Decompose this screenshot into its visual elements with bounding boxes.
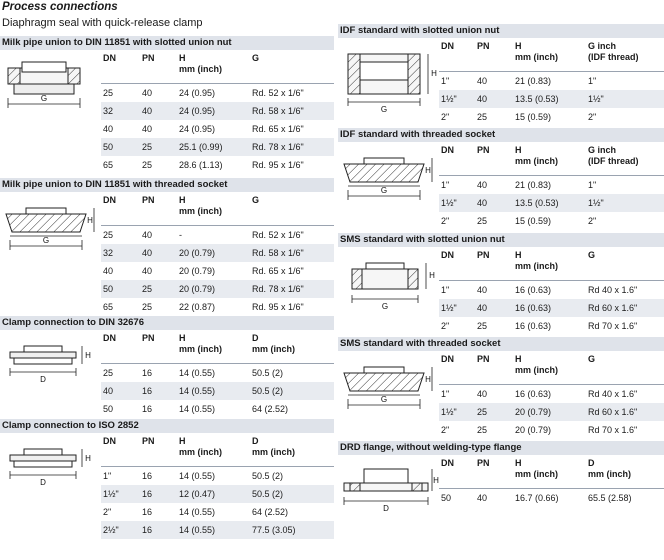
table-cell: 12 (0.47) xyxy=(179,489,216,499)
table-cell: 25 xyxy=(477,112,488,122)
table-cell: Rd. 65 x 1/6" xyxy=(252,124,304,134)
column-header: G xyxy=(252,53,260,63)
table-cell: 16 xyxy=(142,489,153,499)
column-header: PN xyxy=(142,333,155,343)
column-header: PN xyxy=(142,53,155,63)
column-header: H mm (inch) xyxy=(179,195,223,216)
table-row xyxy=(101,102,334,120)
column-header: G xyxy=(588,250,596,260)
table-cell: 14 (0.55) xyxy=(179,507,216,517)
column-header: PN xyxy=(477,41,490,51)
column-header: H mm (inch) xyxy=(179,53,223,74)
diagram-dimension-label: G xyxy=(42,236,50,245)
table-cell: 25 xyxy=(103,230,114,240)
section-title: Milk pipe union to DIN 11851 with threaded socket xyxy=(0,178,334,192)
diagram-dimension-label: D xyxy=(40,375,46,384)
table-row xyxy=(439,281,664,299)
table-header xyxy=(439,38,664,72)
spec-section xyxy=(0,316,334,418)
table-cell: 14 (0.55) xyxy=(179,386,216,396)
table-cell: 25 xyxy=(142,302,153,312)
table-cell: 40 xyxy=(103,124,114,134)
table-cell: 2" xyxy=(441,425,450,435)
table-cell: 2" xyxy=(441,216,450,226)
idf-nut-diagram xyxy=(338,38,438,134)
table-row xyxy=(439,403,664,421)
table-cell: 50 xyxy=(103,404,114,414)
column-header: H mm (inch) xyxy=(515,354,559,375)
table-row xyxy=(101,382,334,400)
table-cell: 2" xyxy=(441,112,450,122)
table-row xyxy=(439,90,664,108)
spec-table xyxy=(101,50,334,174)
section-diagram xyxy=(338,142,438,238)
column-header: PN xyxy=(477,145,490,155)
table-cell: 40 xyxy=(477,303,488,313)
section-title: SMS standard with threaded socket xyxy=(338,337,664,351)
column-header: D mm (inch) xyxy=(588,458,632,479)
section-diagram xyxy=(338,38,438,134)
column-header: G inch (IDF thread) xyxy=(588,145,639,166)
column-header: D mm (inch) xyxy=(252,333,296,354)
spec-table xyxy=(439,351,664,439)
table-cell: 25 xyxy=(142,284,153,294)
table-header xyxy=(101,330,334,364)
table-row xyxy=(101,400,334,418)
table-cell: 1½" xyxy=(441,303,457,313)
diagram-dimension-label: G xyxy=(380,186,388,195)
diagram-dimension-label: G xyxy=(40,94,48,103)
diagram-dimension-label: H xyxy=(85,454,91,463)
section-diagram xyxy=(0,433,100,529)
table-cell: 16 (0.63) xyxy=(515,303,552,313)
column-header: PN xyxy=(477,250,490,260)
diagram-dimension-label: G xyxy=(380,395,388,404)
table-cell: 1½" xyxy=(588,198,604,208)
table-cell: Rd. 78 x 1/6" xyxy=(252,284,304,294)
table-cell: 14 (0.55) xyxy=(179,471,216,481)
spec-section xyxy=(338,233,664,335)
section-title: Clamp connection to ISO 2852 xyxy=(0,419,334,433)
table-row xyxy=(101,84,334,102)
diagram-dimension-label: H xyxy=(433,476,439,485)
table-cell: Rd. 95 x 1/6" xyxy=(252,302,304,312)
diagram-dimension-label: D xyxy=(40,478,46,487)
spec-table xyxy=(439,247,664,335)
table-cell: 1" xyxy=(441,76,450,86)
table-cell: 1½" xyxy=(441,407,457,417)
table-cell: 20 (0.79) xyxy=(179,248,216,258)
column-header: DN xyxy=(441,145,454,155)
table-cell: Rd 70 x 1.6" xyxy=(588,321,638,331)
diagram-dimension-label: H xyxy=(425,166,431,175)
spec-section xyxy=(0,36,334,174)
table-cell: 50 xyxy=(103,284,114,294)
table-cell: Rd 60 x 1.6" xyxy=(588,407,638,417)
table-cell: 40 xyxy=(477,198,488,208)
table-cell: 1½" xyxy=(588,94,604,104)
table-cell: 16 xyxy=(142,471,153,481)
column-header: DN xyxy=(441,354,454,364)
column-header: G xyxy=(588,354,596,364)
table-row xyxy=(101,226,334,244)
table-cell: Rd. 95 x 1/6" xyxy=(252,160,304,170)
spec-table xyxy=(101,433,334,539)
table-cell: 25 xyxy=(103,88,114,98)
column-header: G xyxy=(252,195,260,205)
table-cell: 25 xyxy=(103,368,114,378)
table-row xyxy=(101,156,334,174)
table-cell: 1" xyxy=(103,471,112,481)
section-title: IDF standard with slotted union nut xyxy=(338,24,664,38)
table-cell: 40 xyxy=(142,88,153,98)
diagram-dimension-label: H xyxy=(429,271,435,280)
column-header: DN xyxy=(103,53,116,63)
column-header: PN xyxy=(477,354,490,364)
table-cell: 40 xyxy=(142,124,153,134)
column-header: DN xyxy=(103,195,116,205)
table-cell: 16 xyxy=(142,386,153,396)
table-cell: 2" xyxy=(103,507,112,517)
table-cell: 13.5 (0.53) xyxy=(515,198,559,208)
table-cell: 21 (0.83) xyxy=(515,76,552,86)
table-row xyxy=(101,262,334,280)
section-title: IDF standard with threaded socket xyxy=(338,128,664,142)
diagram-dimension-label: D xyxy=(383,504,389,513)
table-row xyxy=(101,244,334,262)
table-header xyxy=(101,192,334,226)
table-header xyxy=(101,433,334,467)
table-cell: 1" xyxy=(441,285,450,295)
table-cell: 40 xyxy=(477,76,488,86)
table-cell: 50.5 (2) xyxy=(252,386,284,396)
section-diagram xyxy=(0,330,100,426)
table-cell: 25 xyxy=(477,321,488,331)
table-row xyxy=(101,485,334,503)
section-diagram xyxy=(338,455,438,551)
section-diagram xyxy=(338,351,438,447)
table-row xyxy=(439,299,664,317)
diagram-dimension-label: G xyxy=(380,105,388,114)
table-cell: Rd 60 x 1.6" xyxy=(588,303,638,313)
column-header: PN xyxy=(142,436,155,446)
diagram-dimension-label: H xyxy=(85,351,91,360)
column-header: DN xyxy=(103,436,116,446)
column-header: H mm (inch) xyxy=(179,436,223,457)
table-row xyxy=(439,194,664,212)
table-cell: Rd. 58 x 1/6" xyxy=(252,106,304,116)
column-header: H mm (inch) xyxy=(515,250,559,271)
column-header: PN xyxy=(477,458,490,468)
spec-section xyxy=(338,337,664,439)
table-cell: 28.6 (1.13) xyxy=(179,160,223,170)
table-cell: 40 xyxy=(142,230,153,240)
table-cell: 2½" xyxy=(103,525,119,535)
table-cell: 24 (0.95) xyxy=(179,88,216,98)
table-cell: 40 xyxy=(477,94,488,104)
header-subtitle: Diaphragm seal with quick-release clamp xyxy=(2,17,203,29)
table-cell: 64 (2.52) xyxy=(252,507,289,517)
table-row xyxy=(439,421,664,439)
table-cell: 16 (0.63) xyxy=(515,389,552,399)
section-diagram xyxy=(0,50,100,146)
table-cell: Rd. 52 x 1/6" xyxy=(252,230,304,240)
table-cell: 14 (0.55) xyxy=(179,368,216,378)
table-cell: 1½" xyxy=(441,94,457,104)
table-cell: 40 xyxy=(142,106,153,116)
table-cell: Rd. 65 x 1/6" xyxy=(252,266,304,276)
spec-section xyxy=(338,441,664,513)
column-header: PN xyxy=(142,195,155,205)
spec-table xyxy=(439,142,664,230)
table-cell: 50 xyxy=(103,142,114,152)
spec-section xyxy=(338,128,664,230)
table-cell: 65 xyxy=(103,302,114,312)
section-title: Clamp connection to DIN 32676 xyxy=(0,316,334,330)
table-cell: 1" xyxy=(588,76,597,86)
table-cell: 16 (0.63) xyxy=(515,285,552,295)
table-cell: 40 xyxy=(477,389,488,399)
table-cell: 15 (0.59) xyxy=(515,216,552,226)
table-cell: 24 (0.95) xyxy=(179,124,216,134)
table-cell: 14 (0.55) xyxy=(179,525,216,535)
table-cell: 20 (0.79) xyxy=(179,284,216,294)
table-cell: - xyxy=(179,230,182,240)
table-cell: 20 (0.79) xyxy=(515,425,552,435)
diagram-dimension-label: G xyxy=(381,302,389,311)
table-cell: 1½" xyxy=(103,489,119,499)
column-header: H mm (inch) xyxy=(515,145,559,166)
column-header: DN xyxy=(103,333,116,343)
spec-table xyxy=(439,455,664,507)
table-cell: 65.5 (2.58) xyxy=(588,493,632,503)
diagram-dimension-label: H xyxy=(87,216,93,225)
column-header: D mm (inch) xyxy=(252,436,296,457)
table-cell: 20 (0.79) xyxy=(515,407,552,417)
table-row xyxy=(439,317,664,335)
spec-table xyxy=(439,38,664,126)
table-cell: 40 xyxy=(142,248,153,258)
table-cell: Rd. 52 x 1/6" xyxy=(252,88,304,98)
column-header: H mm (inch) xyxy=(515,458,559,479)
table-cell: 25 xyxy=(477,216,488,226)
table-cell: 2" xyxy=(441,321,450,331)
table-row xyxy=(439,72,664,90)
table-row xyxy=(101,521,334,539)
table-cell: 1" xyxy=(441,389,450,399)
table-cell: 14 (0.55) xyxy=(179,404,216,414)
table-cell: 32 xyxy=(103,106,114,116)
table-cell: 77.5 (3.05) xyxy=(252,525,296,535)
table-cell: 20 (0.79) xyxy=(179,266,216,276)
section-title: SMS standard with slotted union nut xyxy=(338,233,664,247)
table-cell: 16.7 (0.66) xyxy=(515,493,559,503)
table-row xyxy=(101,120,334,138)
table-cell: 16 xyxy=(142,525,153,535)
table-cell: 50.5 (2) xyxy=(252,489,284,499)
column-header: DN xyxy=(441,458,454,468)
table-row xyxy=(101,280,334,298)
section-diagram xyxy=(338,247,438,343)
table-row xyxy=(101,467,334,485)
section-diagram xyxy=(0,192,100,288)
table-header xyxy=(439,247,664,281)
table-cell: 1" xyxy=(588,180,597,190)
table-cell: 40 xyxy=(142,266,153,276)
diagram-dimension-label: H xyxy=(431,69,437,78)
table-cell: 40 xyxy=(477,180,488,190)
table-row xyxy=(439,176,664,194)
table-cell: 50 xyxy=(441,493,452,503)
spec-table xyxy=(101,192,334,316)
spec-table xyxy=(101,330,334,418)
table-cell: 50.5 (2) xyxy=(252,471,284,481)
table-header xyxy=(101,50,334,84)
table-cell: 21 (0.83) xyxy=(515,180,552,190)
table-cell: 25 xyxy=(477,425,488,435)
table-row xyxy=(101,138,334,156)
table-cell: 15 (0.59) xyxy=(515,112,552,122)
table-cell: Rd. 78 x 1/6" xyxy=(252,142,304,152)
table-cell: 40 xyxy=(477,285,488,295)
table-cell: 16 (0.63) xyxy=(515,321,552,331)
table-cell: 65 xyxy=(103,160,114,170)
spec-section xyxy=(0,419,334,539)
table-cell: 40 xyxy=(477,493,488,503)
table-cell: 40 xyxy=(103,266,114,276)
table-cell: Rd 40 x 1.6" xyxy=(588,285,638,295)
table-cell: 25.1 (0.99) xyxy=(179,142,223,152)
header-title: Process connections xyxy=(2,1,118,13)
table-cell: 64 (2.52) xyxy=(252,404,289,414)
table-cell: 25 xyxy=(142,160,153,170)
threaded-socket-diagram xyxy=(0,192,100,288)
column-header: DN xyxy=(441,250,454,260)
column-header: H mm (inch) xyxy=(515,41,559,62)
clamp-diagram xyxy=(0,330,100,426)
table-cell: 16 xyxy=(142,404,153,414)
table-cell: 2" xyxy=(588,216,597,226)
table-cell: Rd. 58 x 1/6" xyxy=(252,248,304,258)
table-cell: 25 xyxy=(477,407,488,417)
table-cell: 1" xyxy=(441,180,450,190)
table-cell: 13.5 (0.53) xyxy=(515,94,559,104)
flange-diagram xyxy=(338,455,438,551)
table-row xyxy=(439,108,664,126)
table-cell: 25 xyxy=(142,142,153,152)
table-row xyxy=(101,364,334,382)
table-cell: 16 xyxy=(142,507,153,517)
spec-section xyxy=(338,24,664,126)
table-row xyxy=(439,212,664,230)
table-cell: 1½" xyxy=(441,198,457,208)
table-cell: 2" xyxy=(588,112,597,122)
table-cell: 50.5 (2) xyxy=(252,368,284,378)
table-cell: 24 (0.95) xyxy=(179,106,216,116)
table-cell: 32 xyxy=(103,248,114,258)
table-cell: Rd 40 x 1.6" xyxy=(588,389,638,399)
column-header: DN xyxy=(441,41,454,51)
table-row xyxy=(439,385,664,403)
table-header xyxy=(439,142,664,176)
table-row xyxy=(101,503,334,521)
table-cell: 16 xyxy=(142,368,153,378)
table-header xyxy=(439,455,664,489)
column-header: H mm (inch) xyxy=(179,333,223,354)
threaded-socket-diagram xyxy=(338,351,438,447)
section-title: DRD flange, without welding-type flange xyxy=(338,441,664,455)
slotted-nut-diagram xyxy=(0,50,100,146)
sms-nut-diagram xyxy=(338,247,438,343)
table-cell: Rd 70 x 1.6" xyxy=(588,425,638,435)
clamp-diagram xyxy=(0,433,100,529)
table-cell: 40 xyxy=(103,386,114,396)
table-row xyxy=(101,298,334,316)
spec-section xyxy=(0,178,334,316)
table-cell: 22 (0.87) xyxy=(179,302,216,312)
threaded-socket-diagram xyxy=(338,142,438,238)
table-header xyxy=(439,351,664,385)
table-row xyxy=(439,489,664,507)
section-title: Milk pipe union to DIN 11851 with slotted union nut xyxy=(0,36,334,50)
column-header: G inch (IDF thread) xyxy=(588,41,639,62)
diagram-dimension-label: H xyxy=(425,375,431,384)
